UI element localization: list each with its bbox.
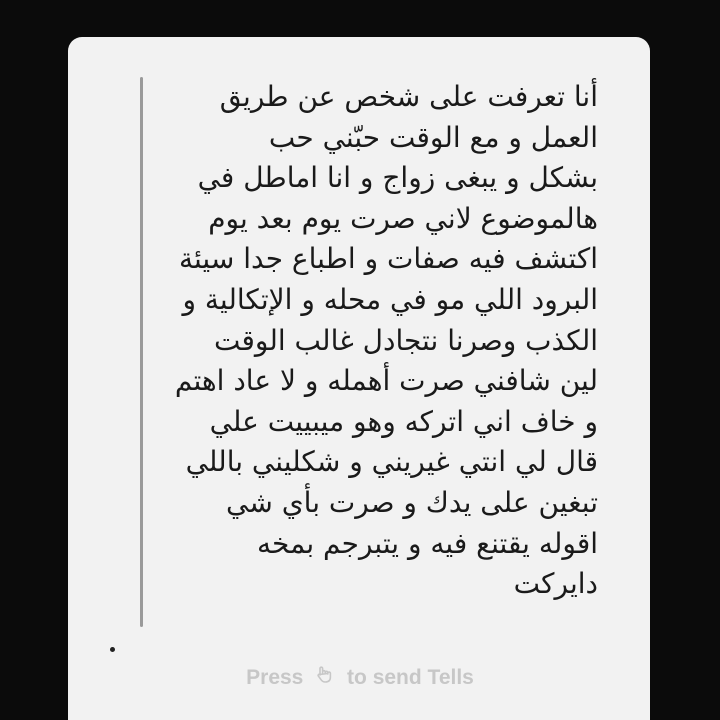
message-line: هالموضوع لاني صرت يوم بعد يوم: [208, 201, 598, 235]
message-line: اقوله يقتنع فيه و يتبرجم بمخه: [257, 526, 598, 560]
message-line: اكتشف فيه صفات و اطباع جدا سيئة: [178, 242, 598, 276]
hand-pointer-icon: [315, 664, 335, 690]
message-text: [158, 77, 598, 605]
dot-marker: [110, 647, 115, 652]
message-line: بشكل و يبغى زواج و انا اماطل في: [197, 161, 598, 195]
message-line: البرود اللي مو في محله و الإتكالية و: [182, 282, 598, 316]
message-line: و خاف اني اتركه وهو ميبييت علي: [209, 404, 598, 438]
message-line: دايركت: [513, 567, 598, 601]
quote-bar: [140, 77, 143, 627]
send-label: to send Tells: [347, 666, 474, 689]
message-line: تبغين على يدك و صرت بأي شي: [226, 485, 598, 519]
message-line: قال لي انتي غيريني و شكليني باللي: [185, 445, 598, 479]
message-line: أنا تعرفت على شخص عن طريق: [219, 80, 598, 113]
message-line: لين شافني صرت أهمله و لا عاد اهتم: [174, 364, 598, 398]
message-line: العمل و مع الوقت حبّني حب: [268, 120, 598, 154]
press-label: Press: [246, 666, 304, 689]
message-card: [68, 37, 650, 720]
send-hint[interactable]: [0, 664, 720, 690]
message-line: الكذب وصرنا نتجادل غالب الوقت: [213, 323, 598, 357]
